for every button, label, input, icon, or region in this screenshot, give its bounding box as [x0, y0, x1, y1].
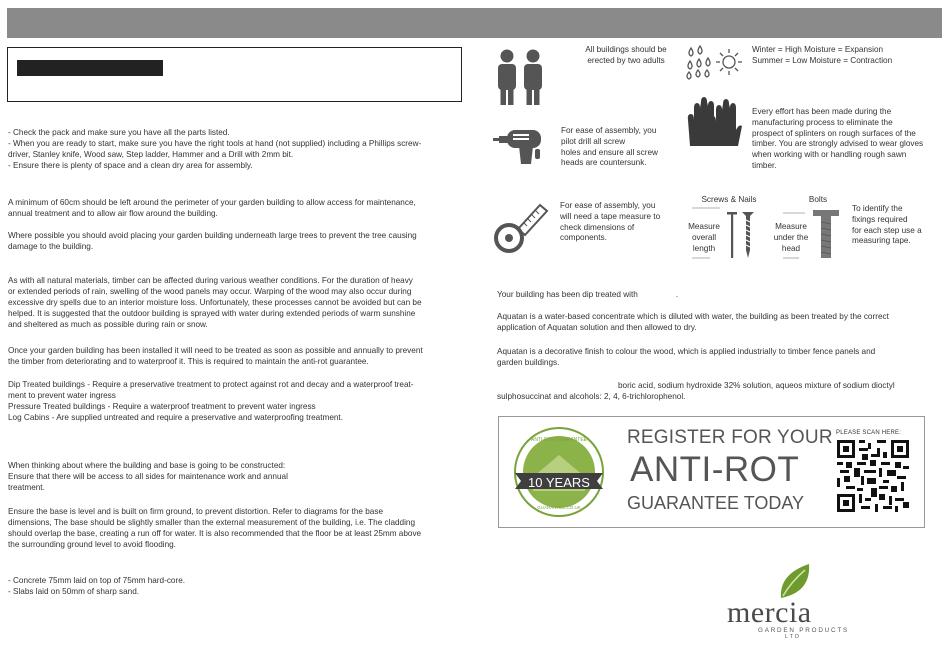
intro-text: - Check the pack and make sure you have all the parts listed. - When you are ready to start, make sure you have the right tools at hand (not supplied) including a Phillips screw- driver, Stanley knife, Wood saw, Step ladder, Hammer and a Drill with 2mm bit. - Ensure there is plenty of space and a clean dry area for assembly.	[8, 128, 422, 170]
building-types-text: Dip Treated buildings - Require a preservative treatment to protect against rot and decay and a waterproof treat- ment to prevent water ingress Pressure Treated buildings - Require a waterproof treatment to prevent water ingress Log Cabins - Are supplied untreated and require a preservative and waterproofing treatment.	[8, 380, 414, 422]
tape-measure-icon	[494, 199, 550, 255]
qr-code-icon[interactable]	[837, 440, 909, 512]
gloves-icon	[686, 96, 742, 148]
trees-text: Where possible you should avoid placing your garden building underneath large trees to prevent the tree causing damage to the building.	[8, 231, 417, 251]
anti-rot-register-box[interactable]	[498, 416, 925, 528]
screws-nails-title: Screws & Nails	[701, 195, 757, 204]
header-bar	[7, 8, 942, 38]
aquatan-finish-text: Aquatan is a decorative finish to colour the wood, which is applied industrially to timber fence panels and garden buildings.	[497, 347, 876, 367]
drill-text: For ease of assembly, you pilot drill all screw holes and ensure all screw heads are countersunk.	[561, 126, 658, 168]
base-types-text: - Concrete 75mm laid on top of 75mm hard-core. - Slabs laid on 50mm of sharp sand.	[8, 576, 186, 596]
base-level-text: Ensure the base is level and is built on firm ground, to prevent distortion. Refer to diagrams for the base dimensions, The base should be slightly smaller than the external measurement of the building, i.e. The cladding should overlap the base, creating a run off for water. It is also recommended that the floor be at least 25mm above the surrounding ground level to avoid flooding.	[8, 507, 422, 549]
treatment-text: Once your garden building has been installed it will need to be treated as soon as possible and annually to prevent the timber from deteriorating and to waterproof it. This is required to maintain the anti-rot guarantee.	[8, 346, 423, 366]
register-line-1: REGISTER FOR YOUR	[627, 427, 833, 448]
base-location-text: When thinking about where the building and base is going to be constructed: Ensure that there will be access to all sides for maintenance work and annual treatment.	[8, 461, 288, 492]
fixings-text: To identify the fixings required for each step use a measuring tape.	[852, 204, 922, 246]
moisture-text: Winter = High Moisture = Expansion Summer = Low Moisture = Contraction	[752, 45, 893, 65]
scan-label: PLEASE SCAN HERE:	[836, 430, 902, 436]
bolts-measure-text: Measure under the head	[773, 222, 809, 253]
title-box	[7, 47, 462, 102]
timber-text: As with all natural materials, timber can be affected during various weather conditions. For the duration of heavy or extended periods of rain, swelling of the wood panels may occur. Warping of the wood may also occur during excessive dry spells due to an interior moisture loss. Unfortunately, these processes cannot be avoided but can be helped. It is suggested that the outdoor building is sprayed with water during extended periods of warm sunshine and sheltered as much as possible during rain or snow.	[8, 276, 422, 329]
badge-top-text: ANTI-ROT GUARANTEE	[530, 437, 588, 443]
ingredients-text: boric acid, sodium hydroxide 32% solution, aqueos mixture of sodium dioctyl sulphosuccinat and alcohols: 2, 4, 6-trichlorophenol.	[497, 381, 895, 401]
aquatan-water-text: Aquatan is a water-based concentrate which is diluted with water, the building as been treated by the correct application of Aquatan solution and then allowed to dry.	[497, 312, 889, 332]
weather-icon	[685, 44, 743, 80]
ten-year-guarantee-badge-icon	[511, 425, 607, 520]
logo-subtitle: GARDEN PRODUCTS	[758, 627, 850, 634]
tape-text: For ease of assembly, you will need a tape measure to check dimensions of components.	[560, 201, 661, 243]
two-adults-text: All buildings should be erected by two adults	[585, 45, 667, 65]
screws-measure-text: Measure overall length	[688, 222, 720, 253]
logo-ltd: LTD	[785, 634, 801, 640]
register-line-2: ANTI-ROT	[630, 450, 800, 489]
drill-icon	[493, 125, 549, 165]
badge-years: 10 YEARS	[528, 475, 590, 490]
splinters-text: Every effort has been made during the manufacturing process to eliminate the prospect of splinters on rough surfaces of the timber. You are strongly advised to wear gloves when working with or handling rough sawn timber.	[752, 107, 924, 170]
bolts-title: Bolts	[808, 195, 828, 204]
badge-bottom-text: GUARANTEE.CO.UK	[537, 505, 581, 510]
perimeter-text: A minimum of 60cm should be left around the perimeter of your garden building to allow access for maintenance, annual treatment and to allow air flow around the building.	[8, 198, 416, 218]
register-line-3: GUARANTEE TODAY	[627, 493, 805, 513]
two-people-icon	[495, 47, 547, 107]
redacted-title	[17, 60, 163, 76]
mercia-logo-text: mercia	[727, 596, 812, 629]
dip-treated-text: Your building has been dip treated with .	[497, 290, 679, 299]
